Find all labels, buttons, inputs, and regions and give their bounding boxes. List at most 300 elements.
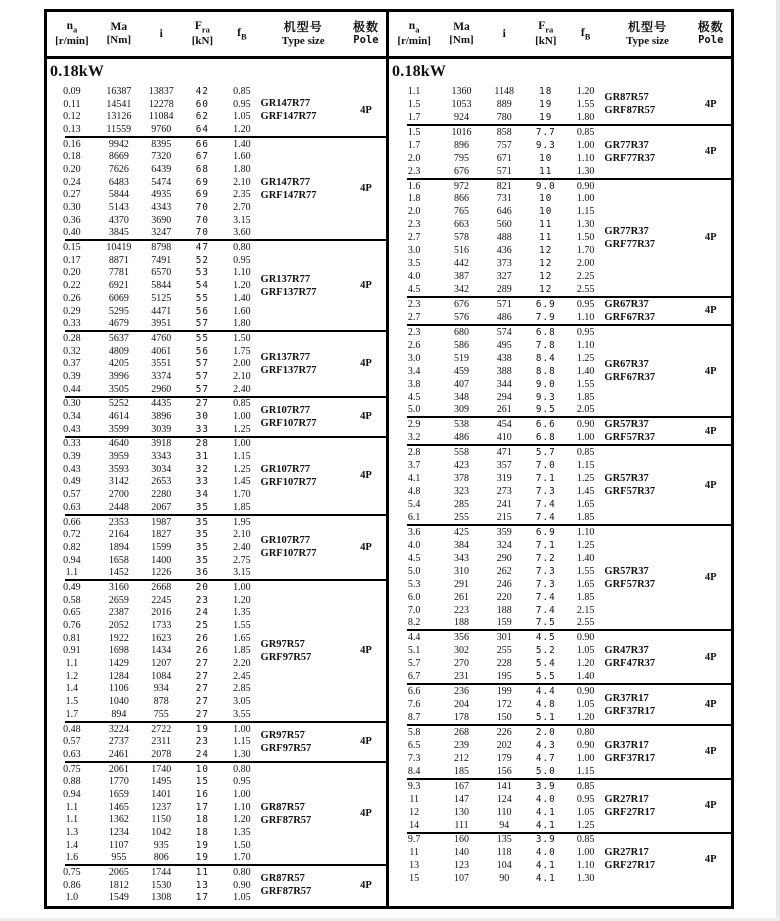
right-table-header bbox=[389, 12, 731, 59]
cell-fra: 7.4 bbox=[535, 604, 556, 616]
cell-ma: 407 bbox=[453, 378, 469, 390]
col-header-main: $F_{ra}$ bbox=[538, 20, 554, 35]
cell-na: 11 bbox=[409, 793, 419, 805]
cell-fb: 0.90 bbox=[576, 419, 595, 431]
cell-na: 0.88 bbox=[63, 776, 81, 788]
cell-fb: 0.85 bbox=[576, 447, 595, 459]
col-header-unit: Pole bbox=[353, 33, 379, 46]
cell-na: 0.34 bbox=[63, 411, 81, 423]
cell-na: 0.36 bbox=[63, 214, 81, 226]
cell-fra: 7.4 bbox=[535, 499, 556, 511]
type-size-line: GR77R37 bbox=[604, 225, 649, 237]
cell-i: 2067 bbox=[151, 501, 172, 513]
cell-ma: 348 bbox=[453, 391, 469, 403]
cell-ma: 1549 bbox=[108, 892, 129, 904]
spec-group bbox=[47, 332, 386, 395]
cell-i: 220 bbox=[496, 591, 512, 603]
cell-fra: 7.8 bbox=[535, 339, 556, 351]
cell-fb: 1.30 bbox=[576, 873, 595, 885]
cell-na: 4.5 bbox=[407, 552, 421, 564]
cell-fb: 1.05 bbox=[576, 645, 595, 657]
cell-fb: 2.40 bbox=[233, 541, 251, 553]
cell-fb: 0.95 bbox=[233, 776, 251, 788]
cell-fra: 9.5 bbox=[535, 404, 556, 416]
cell-i: 255 bbox=[496, 645, 512, 657]
col-header-main: Ma bbox=[110, 21, 128, 34]
type-size-line: GRF27R17 bbox=[604, 806, 656, 818]
cell-i: 319 bbox=[496, 473, 512, 485]
cell-i: 889 bbox=[496, 98, 512, 110]
cell-ma: 123 bbox=[453, 860, 469, 872]
cell-na: 0.18 bbox=[63, 151, 81, 163]
cell-na: 2.7 bbox=[407, 232, 421, 244]
cell-i: 1495 bbox=[151, 776, 172, 788]
cell-na: 0.82 bbox=[63, 541, 81, 553]
cell-i: 1226 bbox=[151, 567, 172, 579]
type-size bbox=[261, 351, 346, 377]
type-size bbox=[604, 739, 690, 765]
cell-na: 1.7 bbox=[65, 708, 79, 720]
cell-ma: 178 bbox=[453, 712, 469, 724]
cell-fra: 7.4 bbox=[535, 511, 556, 523]
cell-i: 821 bbox=[496, 180, 512, 192]
cell-fb: 1.95 bbox=[233, 516, 251, 528]
type-size bbox=[604, 139, 690, 165]
cell-i: 2653 bbox=[151, 476, 172, 488]
cell-fra: 27 bbox=[195, 696, 209, 708]
cell-i: 3374 bbox=[151, 370, 172, 382]
cell-i: 1623 bbox=[151, 632, 172, 644]
col-header-fb bbox=[223, 27, 260, 42]
cell-fb: 1.10 bbox=[576, 339, 595, 351]
col-header-pole bbox=[691, 21, 731, 46]
cell-i: 1401 bbox=[151, 788, 172, 800]
cell-ma: 185 bbox=[453, 765, 469, 777]
cell-fb: 1.40 bbox=[576, 671, 595, 683]
cell-i: 124 bbox=[496, 793, 512, 805]
cell-fra: 7.3 bbox=[535, 486, 556, 498]
type-size-line: GRF37R17 bbox=[604, 752, 656, 764]
cell-ma: 3505 bbox=[108, 383, 129, 395]
cell-fb: 0.80 bbox=[233, 242, 251, 254]
cell-fb: 2.75 bbox=[233, 554, 251, 566]
cell-fra: 31 bbox=[195, 451, 209, 463]
type-size-line: GRF57R37 bbox=[604, 578, 656, 590]
cell-ma: 558 bbox=[453, 447, 469, 459]
cell-fra: 7.7 bbox=[535, 126, 556, 138]
cell-fb: 1.25 bbox=[233, 423, 251, 435]
cell-fb: 0.95 bbox=[233, 254, 251, 266]
cell-na: 4.5 bbox=[407, 391, 421, 403]
cell-ma: 356 bbox=[453, 632, 469, 644]
cell-fra: 15 bbox=[195, 776, 209, 788]
cell-na: 0.27 bbox=[63, 189, 81, 201]
cell-fra: 35 bbox=[195, 516, 209, 528]
type-size-line: GRF57R37 bbox=[604, 432, 656, 444]
cell-i: 4435 bbox=[151, 398, 172, 410]
cell-fb: 2.55 bbox=[576, 617, 595, 629]
cell-fb: 2.55 bbox=[576, 284, 595, 296]
cell-fra: 19 bbox=[539, 111, 553, 123]
cell-fra: 57 bbox=[195, 358, 209, 370]
cell-na: 6.1 bbox=[407, 511, 421, 523]
cell-ma: 2353 bbox=[108, 516, 129, 528]
cell-i: 6439 bbox=[151, 163, 172, 175]
cell-fb: 1.30 bbox=[233, 748, 251, 760]
cell-i: 3918 bbox=[151, 438, 172, 450]
cell-fra: 7.3 bbox=[535, 565, 556, 577]
cell-fb: 1.10 bbox=[576, 311, 595, 323]
spec-group bbox=[389, 685, 731, 724]
type-size-line: GRF87R57 bbox=[604, 105, 656, 117]
cell-fra: 9.3 bbox=[535, 391, 556, 403]
cell-fra: 55 bbox=[195, 292, 209, 304]
cell-fra: 33 bbox=[195, 423, 209, 435]
cell-fra: 5.4 bbox=[535, 658, 556, 670]
type-size-line: GRF137R77 bbox=[260, 364, 317, 376]
cell-i: 104 bbox=[496, 860, 512, 872]
cell-na: 0.15 bbox=[63, 242, 81, 254]
cell-ma: 4614 bbox=[108, 411, 129, 423]
cell-ma: 323 bbox=[453, 486, 469, 498]
cell-fra: 10 bbox=[539, 206, 553, 218]
cell-fra: 16 bbox=[195, 788, 209, 800]
cell-fra: 5.1 bbox=[535, 712, 556, 724]
cell-fb: 0.85 bbox=[576, 780, 595, 792]
cell-ma: 130 bbox=[453, 806, 469, 818]
cell-na: 1.6 bbox=[65, 852, 79, 864]
cell-na: 8.2 bbox=[407, 617, 421, 629]
type-size bbox=[261, 176, 346, 202]
spec-group bbox=[47, 438, 386, 514]
cell-fb: 2.15 bbox=[576, 604, 595, 616]
cell-fb: 1.40 bbox=[233, 292, 251, 304]
col-header-ma bbox=[439, 21, 483, 46]
spec-group bbox=[47, 581, 386, 721]
cell-ma: 576 bbox=[453, 311, 469, 323]
cell-fb: 0.85 bbox=[233, 398, 251, 410]
type-size-line: GRF67R37 bbox=[604, 311, 656, 323]
cell-fb: 1.65 bbox=[233, 632, 251, 644]
spec-group bbox=[389, 446, 731, 524]
cell-fb: 0.90 bbox=[233, 879, 251, 891]
cell-fb: 0.90 bbox=[576, 180, 595, 192]
cell-fb: 2.45 bbox=[233, 670, 251, 682]
type-size-line: GRF87R57 bbox=[260, 814, 312, 826]
cell-ma: 387 bbox=[453, 271, 469, 283]
cell-fra: 19 bbox=[195, 839, 209, 851]
cell-na: 4.5 bbox=[407, 284, 421, 296]
cell-i: 2311 bbox=[151, 736, 172, 748]
cell-na: 0.76 bbox=[63, 620, 81, 632]
type-size bbox=[261, 97, 346, 123]
cell-i: 495 bbox=[496, 339, 512, 351]
cell-ma: 13126 bbox=[106, 111, 132, 123]
type-size-line: GRF147R77 bbox=[260, 111, 317, 123]
cell-ma: 6921 bbox=[108, 280, 129, 292]
cell-i: 755 bbox=[153, 708, 169, 720]
cell-ma: 5252 bbox=[108, 398, 129, 410]
cell-i: 357 bbox=[496, 460, 512, 472]
cell-i: 159 bbox=[496, 617, 512, 629]
cell-fb: 1.55 bbox=[233, 620, 251, 632]
cell-ma: 1770 bbox=[108, 776, 129, 788]
cell-fra: 27 bbox=[195, 683, 209, 695]
cell-ma: 11559 bbox=[106, 123, 132, 135]
cell-i: 471 bbox=[496, 447, 512, 459]
cell-fra: 53 bbox=[195, 267, 209, 279]
col-header-main: 机型号 bbox=[628, 20, 668, 35]
cell-na: 1.1 bbox=[65, 801, 79, 813]
type-size bbox=[604, 565, 690, 591]
cell-fra: 62 bbox=[195, 111, 209, 123]
pole-badge: 4P bbox=[704, 365, 717, 377]
cell-ma: 7781 bbox=[108, 267, 129, 279]
left-table-header bbox=[47, 12, 386, 59]
cell-ma: 1812 bbox=[108, 879, 129, 891]
type-size bbox=[261, 729, 346, 755]
cell-fb: 2.00 bbox=[233, 358, 251, 370]
type-size bbox=[604, 846, 690, 872]
type-size-line: GRF107R77 bbox=[260, 417, 317, 429]
type-size-line: GR147R77 bbox=[260, 176, 311, 188]
cell-ma: 765 bbox=[453, 206, 469, 218]
cell-na: 4.8 bbox=[407, 486, 421, 498]
cell-ma: 343 bbox=[453, 552, 469, 564]
cell-i: 4061 bbox=[151, 345, 172, 357]
cell-fra: 7.4 bbox=[535, 591, 556, 603]
cell-ma: 516 bbox=[453, 245, 469, 257]
cell-i: 571 bbox=[496, 298, 512, 310]
cell-fra: 35 bbox=[195, 529, 209, 541]
cell-fra: 17 bbox=[195, 801, 209, 813]
col-header-i bbox=[141, 28, 182, 41]
cell-na: 0.22 bbox=[63, 280, 81, 292]
cell-i: 646 bbox=[496, 206, 512, 218]
cell-na: 3.2 bbox=[407, 432, 421, 444]
cell-fra: 57 bbox=[195, 383, 209, 395]
cell-fb: 1.15 bbox=[233, 451, 251, 463]
cell-fra: 17 bbox=[195, 892, 209, 904]
cell-fb: 0.85 bbox=[576, 126, 595, 138]
col-header-main: $n_a$ bbox=[66, 20, 78, 35]
cell-i: 1148 bbox=[494, 85, 515, 97]
cell-i: 1042 bbox=[151, 827, 172, 839]
cell-ma: 1360 bbox=[451, 85, 472, 97]
col-header-na bbox=[47, 20, 97, 47]
cell-fra: 5.7 bbox=[535, 447, 556, 459]
cell-fb: 1.20 bbox=[233, 123, 251, 135]
cell-na: 0.40 bbox=[63, 227, 81, 239]
cell-ma: 6069 bbox=[108, 292, 129, 304]
cell-na: 1.0 bbox=[65, 892, 79, 904]
cell-i: 3034 bbox=[151, 463, 172, 475]
cell-na: 13 bbox=[409, 860, 420, 872]
cell-i: 2722 bbox=[151, 723, 172, 735]
cell-fb: 2.00 bbox=[576, 258, 595, 270]
cell-fb: 0.95 bbox=[576, 793, 595, 805]
cell-na: 0.63 bbox=[63, 501, 81, 513]
cell-ma: 188 bbox=[453, 617, 469, 629]
cell-fra: 27 bbox=[195, 398, 209, 410]
cell-fra: 8.8 bbox=[535, 365, 556, 377]
cell-ma: 107 bbox=[453, 873, 469, 885]
cell-ma: 972 bbox=[453, 180, 469, 192]
cell-ma: 1894 bbox=[108, 541, 129, 553]
cell-i: 1207 bbox=[151, 658, 172, 670]
cell-fb: 1.00 bbox=[576, 193, 595, 205]
cell-fb: 1.65 bbox=[576, 578, 595, 590]
cell-ma: 5637 bbox=[108, 332, 129, 344]
cell-ma: 9942 bbox=[108, 138, 129, 150]
cell-na: 7.6 bbox=[407, 699, 421, 711]
cell-ma: 5844 bbox=[108, 189, 129, 201]
cell-fb: 1.40 bbox=[233, 138, 251, 150]
cell-fb: 1.10 bbox=[576, 152, 595, 164]
type-size-line: GRF107R77 bbox=[260, 548, 317, 560]
type-size-line: GR47R37 bbox=[604, 645, 649, 657]
cell-fra: 9.0 bbox=[535, 378, 556, 390]
cell-fb: 1.25 bbox=[233, 463, 251, 475]
cell-fb: 1.85 bbox=[233, 645, 251, 657]
cell-i: 118 bbox=[496, 847, 512, 859]
cell-fb: 1.70 bbox=[233, 489, 251, 501]
cell-i: 731 bbox=[496, 193, 512, 205]
cell-i: 262 bbox=[496, 565, 512, 577]
cell-fb: 1.20 bbox=[576, 658, 595, 670]
cell-i: 4471 bbox=[151, 305, 172, 317]
pole-badge: 4P bbox=[360, 736, 372, 748]
pole-badge: 4P bbox=[360, 104, 372, 116]
col-header-i bbox=[484, 28, 525, 41]
cell-fb: 1.60 bbox=[233, 305, 251, 317]
cell-fb: 1.70 bbox=[233, 852, 251, 864]
cell-i: 2245 bbox=[151, 594, 172, 606]
cell-ma: 160 bbox=[453, 834, 469, 846]
cell-ma: 3593 bbox=[108, 463, 129, 475]
cell-na: 9.7 bbox=[407, 834, 421, 846]
cell-i: 290 bbox=[496, 552, 512, 564]
pole-badge: 4P bbox=[704, 98, 717, 110]
cell-ma: 7626 bbox=[108, 163, 129, 175]
type-size-line: GR107R77 bbox=[260, 404, 311, 416]
type-size-line: GRF47R37 bbox=[604, 658, 656, 670]
cell-ma: 2061 bbox=[108, 763, 129, 775]
cell-i: 172 bbox=[496, 699, 512, 711]
spec-group bbox=[47, 866, 386, 904]
cell-na: 11 bbox=[409, 847, 419, 859]
cell-ma: 2164 bbox=[108, 529, 129, 541]
cell-na: 0.75 bbox=[63, 867, 81, 879]
cell-ma: 2659 bbox=[108, 594, 129, 606]
cell-i: 1150 bbox=[151, 814, 172, 826]
cell-na: 1.8 bbox=[407, 193, 421, 205]
right-table-body bbox=[389, 85, 731, 906]
cell-ma: 423 bbox=[453, 460, 469, 472]
col-header-main: $f_B$ bbox=[580, 26, 591, 41]
cell-fb: 1.50 bbox=[576, 232, 595, 244]
col-header-unit: [kN] bbox=[535, 35, 557, 48]
cell-na: 4.0 bbox=[407, 271, 421, 283]
cell-i: 1599 bbox=[151, 541, 172, 553]
cell-i: 2280 bbox=[151, 489, 172, 501]
cell-fra: 6.8 bbox=[535, 432, 556, 444]
cell-fra: 19 bbox=[195, 852, 209, 864]
cell-ma: 2461 bbox=[108, 748, 129, 760]
cell-na: 6.7 bbox=[407, 671, 421, 683]
cell-fb: 1.20 bbox=[576, 85, 595, 97]
pole-badge: 4P bbox=[360, 470, 372, 482]
cell-fra: 12 bbox=[539, 245, 553, 257]
type-size-line: GRF57R37 bbox=[604, 486, 656, 498]
cell-fra: 35 bbox=[195, 501, 209, 513]
cell-i: 6570 bbox=[151, 267, 172, 279]
cell-fb: 3.55 bbox=[233, 708, 251, 720]
cell-na: 1.1 bbox=[65, 814, 79, 826]
cell-fb: 1.70 bbox=[576, 245, 595, 257]
cell-fb: 0.90 bbox=[576, 686, 595, 698]
cell-fra: 11 bbox=[539, 232, 553, 244]
cell-ma: 268 bbox=[453, 726, 469, 738]
cell-fb: 2.20 bbox=[233, 658, 251, 670]
cell-fb: 1.05 bbox=[233, 892, 251, 904]
spec-group bbox=[47, 138, 386, 240]
spec-group bbox=[47, 241, 386, 330]
cell-fra: 68 bbox=[195, 163, 209, 175]
cell-i: 780 bbox=[496, 111, 512, 123]
cell-ma: 3224 bbox=[108, 723, 129, 735]
cell-i: 1733 bbox=[151, 620, 172, 632]
cell-fb: 1.20 bbox=[233, 280, 251, 292]
type-size bbox=[604, 472, 690, 498]
col-header-unit: [kN] bbox=[191, 35, 214, 48]
cell-fb: 0.95 bbox=[576, 298, 595, 310]
cell-i: 156 bbox=[496, 765, 512, 777]
cell-na: 0.91 bbox=[63, 645, 81, 657]
cell-ma: 519 bbox=[453, 352, 469, 364]
cell-na: 0.57 bbox=[63, 736, 81, 748]
type-size-line: GR57R37 bbox=[604, 473, 649, 485]
type-size bbox=[261, 872, 346, 898]
col-header-main: 极数 bbox=[352, 20, 379, 35]
cell-ma: 1698 bbox=[108, 645, 129, 657]
cell-na: 0.37 bbox=[63, 358, 81, 370]
cell-fb: 1.00 bbox=[576, 752, 595, 764]
cell-ma: 16387 bbox=[106, 85, 132, 97]
cell-i: 3551 bbox=[151, 358, 172, 370]
cell-fra: 28 bbox=[195, 438, 209, 450]
cell-ma: 1040 bbox=[108, 696, 129, 708]
cell-na: 5.7 bbox=[407, 658, 421, 670]
cell-fb: 2.40 bbox=[233, 383, 251, 395]
type-size bbox=[604, 692, 690, 718]
cell-fra: 7.9 bbox=[535, 311, 556, 323]
cell-fb: 1.25 bbox=[576, 539, 595, 551]
type-size-line: GR67R37 bbox=[604, 359, 649, 371]
cell-fra: 56 bbox=[195, 345, 209, 357]
cell-i: 7320 bbox=[151, 151, 172, 163]
pole-badge: 4P bbox=[360, 808, 372, 819]
cell-na: 8.7 bbox=[407, 712, 421, 724]
cell-i: 289 bbox=[496, 284, 512, 296]
cell-fra: 12 bbox=[539, 284, 553, 296]
cell-fb: 1.00 bbox=[233, 788, 251, 800]
cell-na: 3.6 bbox=[407, 526, 421, 538]
cell-na: 2.3 bbox=[407, 165, 421, 177]
cell-ma: 6483 bbox=[108, 176, 129, 188]
cell-na: 3.5 bbox=[407, 258, 421, 270]
cell-fb: 1.50 bbox=[233, 332, 251, 344]
